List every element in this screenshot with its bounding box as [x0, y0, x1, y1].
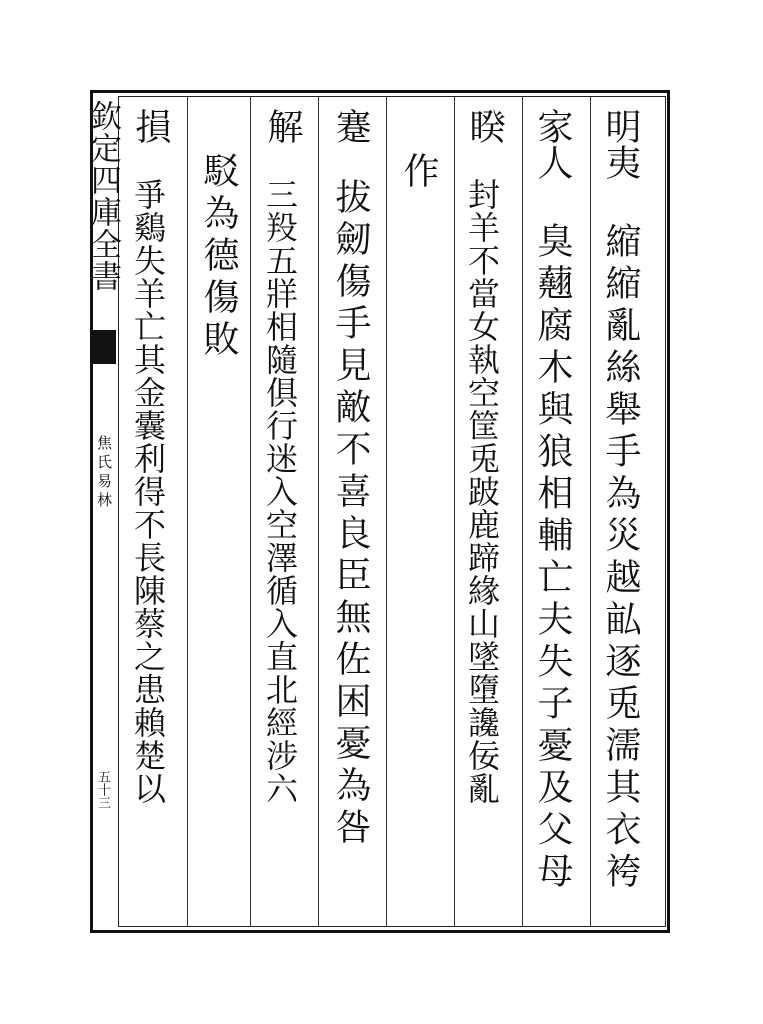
verse-text: 封羊不當女執空筐兎跛鹿蹄緣山墜墮讒佞亂	[463, 178, 501, 805]
hexagram-name: 損	[130, 108, 171, 144]
collection-title: 欽定四庫全書	[85, 100, 121, 292]
verse-text: 爭鷄失羊亡其金囊利得不長陳蔡之患賴楚以	[129, 178, 167, 805]
column-rule	[386, 96, 387, 927]
column-rule	[590, 96, 591, 927]
column-rule	[187, 96, 188, 927]
hexagram-name: 明夷	[600, 108, 641, 180]
verse-text: 縮縮亂絲舉手為災越畆逐兎濡其衣袴	[600, 222, 641, 894]
fishtail-mark	[90, 330, 116, 364]
page-number: 五十三	[95, 770, 110, 809]
verse-text: 臭𧄍腐木與狼相輔亡夫失子憂及父母	[532, 222, 573, 894]
verse-continuation: 作	[398, 152, 439, 194]
verse-text: 拔劒傷手見敵不喜良臣無佐困憂為咎	[330, 178, 371, 850]
column-rule	[250, 96, 251, 927]
column-rule	[318, 96, 319, 927]
hexagram-name: 睽	[464, 108, 505, 144]
column-rule	[454, 96, 455, 927]
hexagram-name: 蹇	[330, 108, 371, 144]
verse-text: 三羖五牂相隨俱行迷入空澤循入直北經涉六	[261, 178, 299, 805]
hexagram-name: 家人	[532, 108, 573, 180]
column-rule	[522, 96, 523, 927]
verse-continuation: 駁為德傷敗	[198, 152, 239, 362]
book-title: 焦氏易林	[95, 435, 113, 511]
hexagram-name: 解	[262, 108, 303, 144]
